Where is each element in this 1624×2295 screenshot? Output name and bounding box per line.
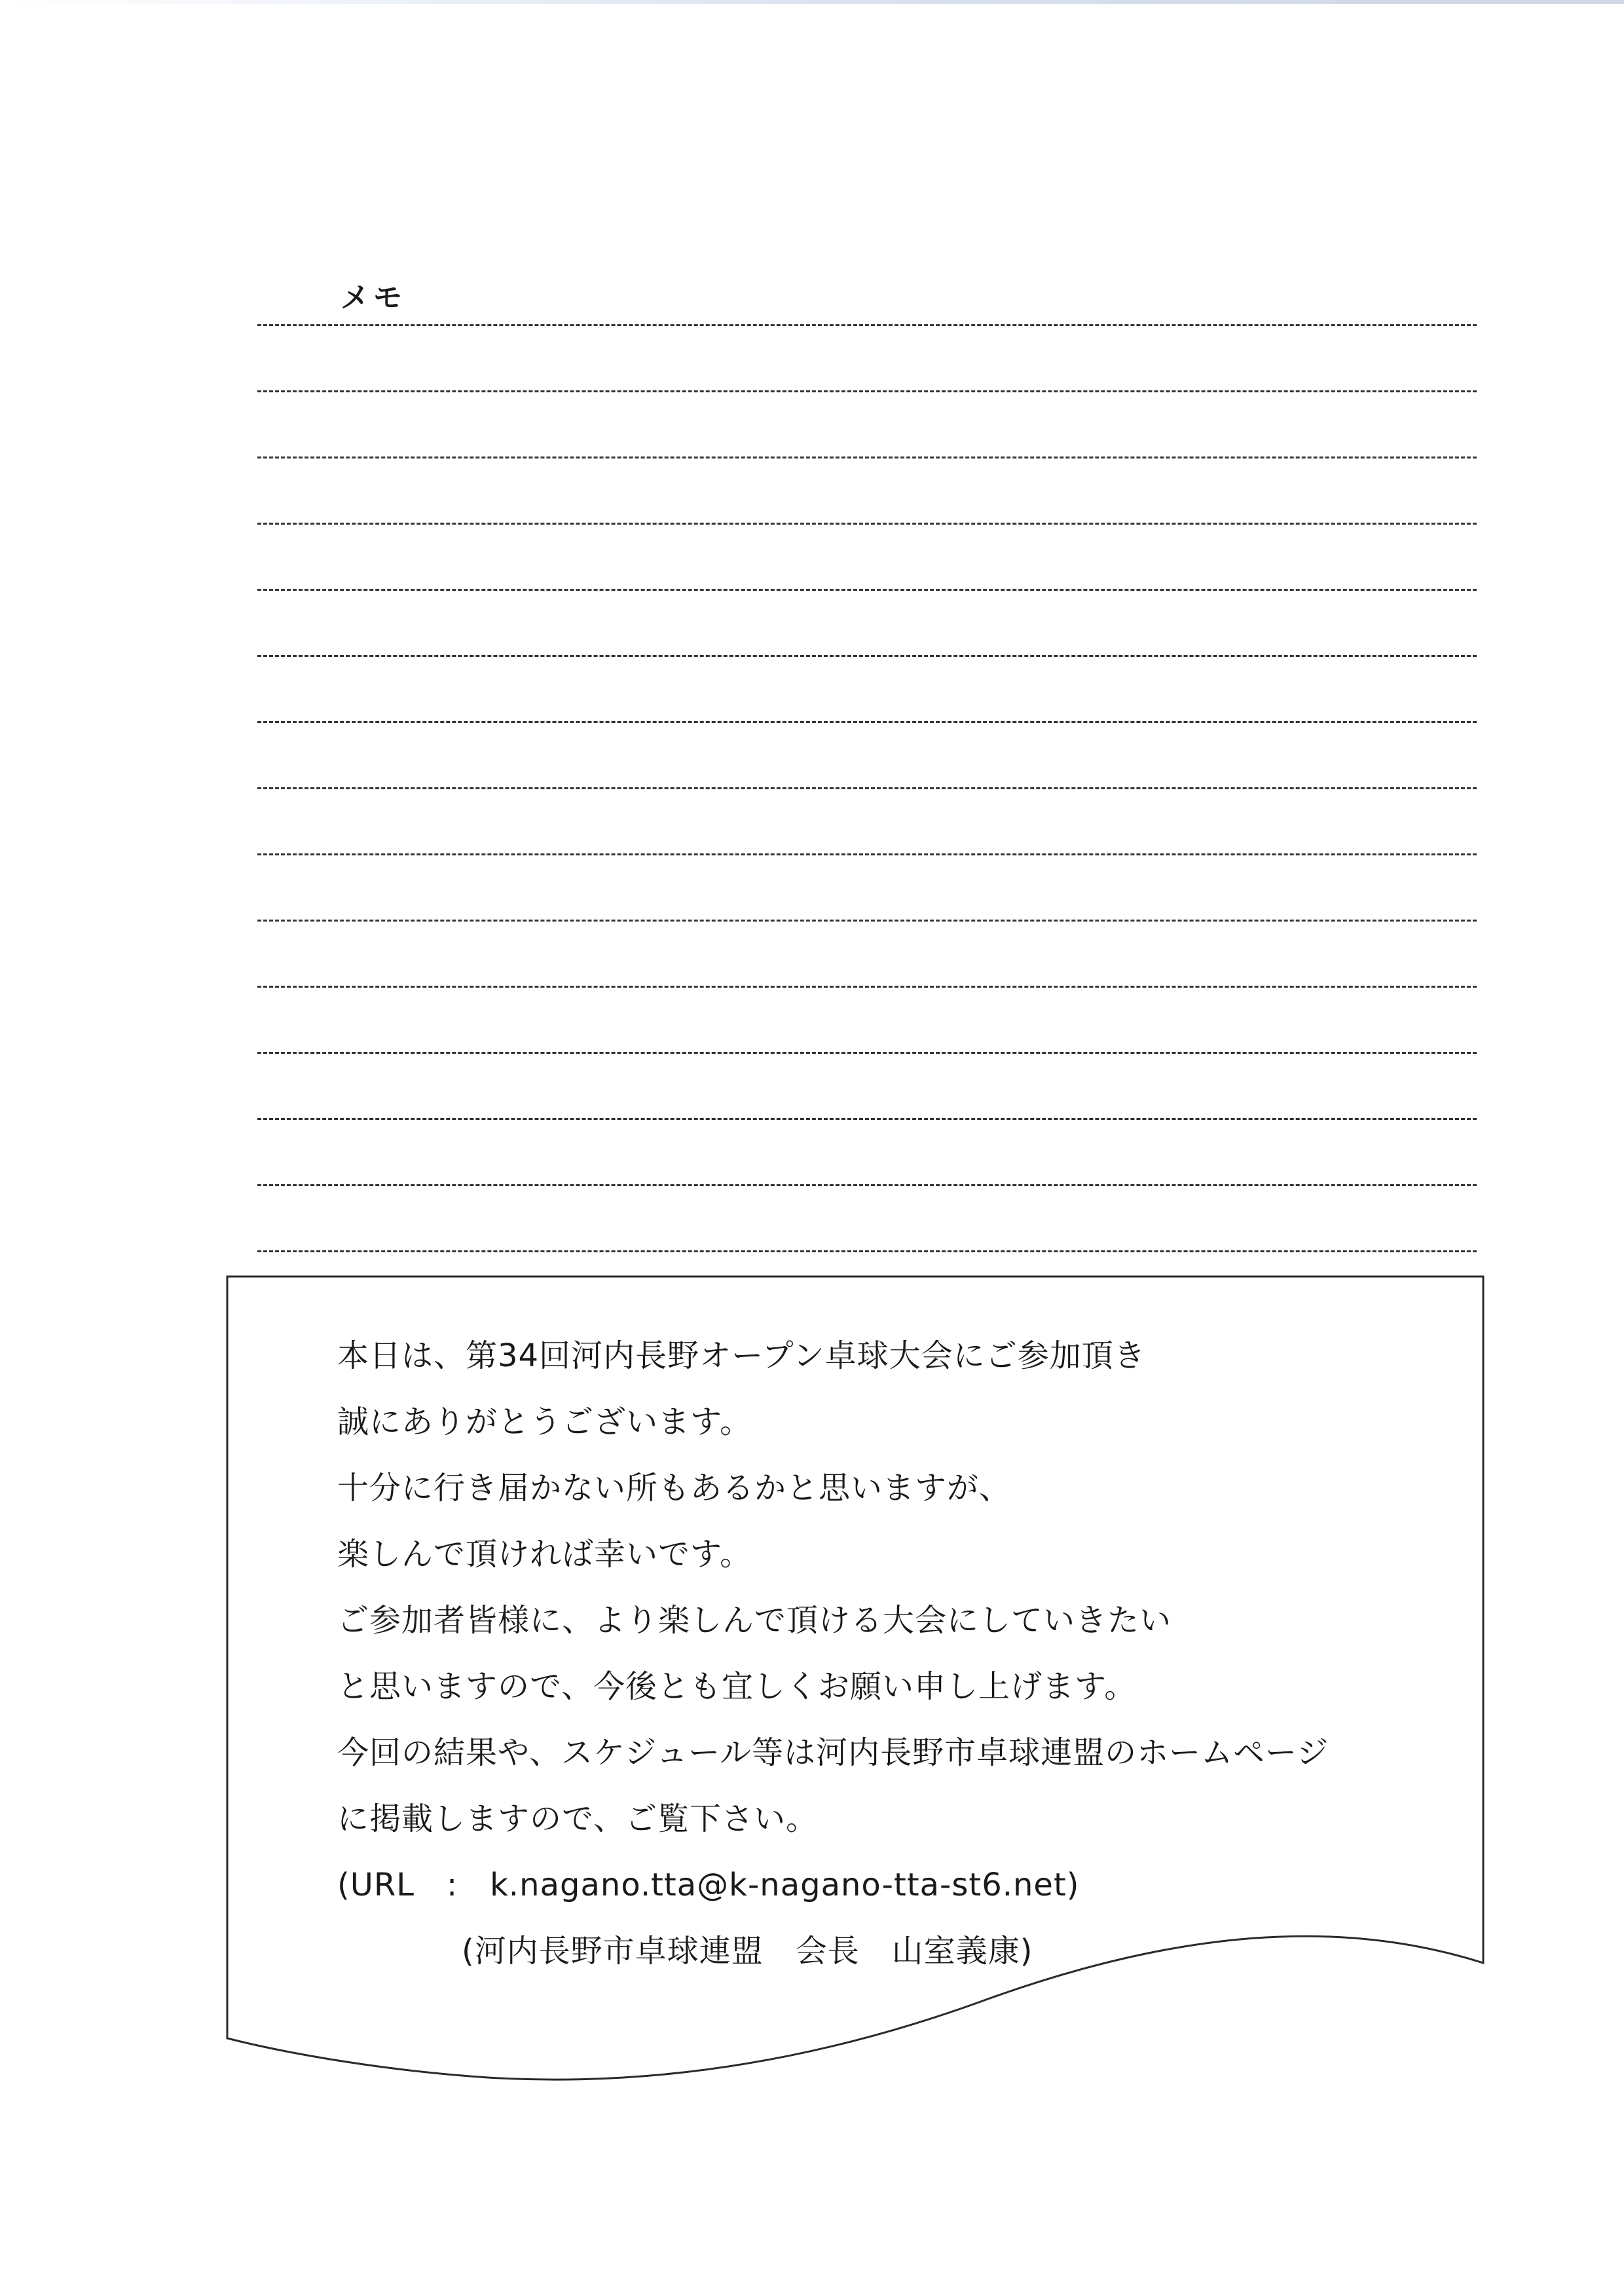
- memo-title: メモ: [341, 281, 406, 314]
- memo-line: [257, 324, 1477, 326]
- message-line: 誠にありがとうございます。: [337, 1404, 752, 1440]
- memo-line: [257, 523, 1477, 525]
- message-line: 楽しんで頂ければ幸いです。: [337, 1536, 752, 1573]
- scan-top-edge: [0, 0, 1624, 4]
- message-line: と思いますので、今後とも宜しくお願い申し上げます。: [337, 1668, 1137, 1705]
- signature: (河内長野市卓球連盟 会長 山室義康): [462, 1933, 1033, 1969]
- memo-line: [257, 986, 1477, 988]
- message-line: 十分に行き届かない所もあるかと思いますが、: [337, 1470, 1012, 1506]
- memo-line: [257, 390, 1477, 392]
- message-line: に掲載しますので、ご覧下さい。: [337, 1801, 819, 1837]
- message-line: 今回の結果や、スケジュール等は河内長野市卓球連盟のホームページ: [337, 1734, 1329, 1771]
- memo-line: [257, 589, 1477, 591]
- memo-line: [257, 853, 1477, 855]
- url-line: (URL : k.nagano.tta@k-nagano-tta-st6.net): [337, 1867, 1080, 1903]
- memo-line: [257, 655, 1477, 657]
- memo-line: [257, 721, 1477, 723]
- message-text: [337, 1323, 1329, 1985]
- memo-line: [257, 920, 1477, 922]
- memo-line: [257, 1052, 1477, 1054]
- memo-line: [257, 1184, 1477, 1186]
- memo-line: [257, 457, 1477, 458]
- memo-line: [257, 787, 1477, 789]
- message-line: 本日は、第34回河内長野オープン卓球大会にご参加頂き: [337, 1337, 1146, 1374]
- memo-line: [257, 1118, 1477, 1120]
- memo-line: [257, 1250, 1477, 1252]
- message-line: ご参加者皆様に、より楽しんで頂ける大会にしていきたい: [337, 1602, 1172, 1639]
